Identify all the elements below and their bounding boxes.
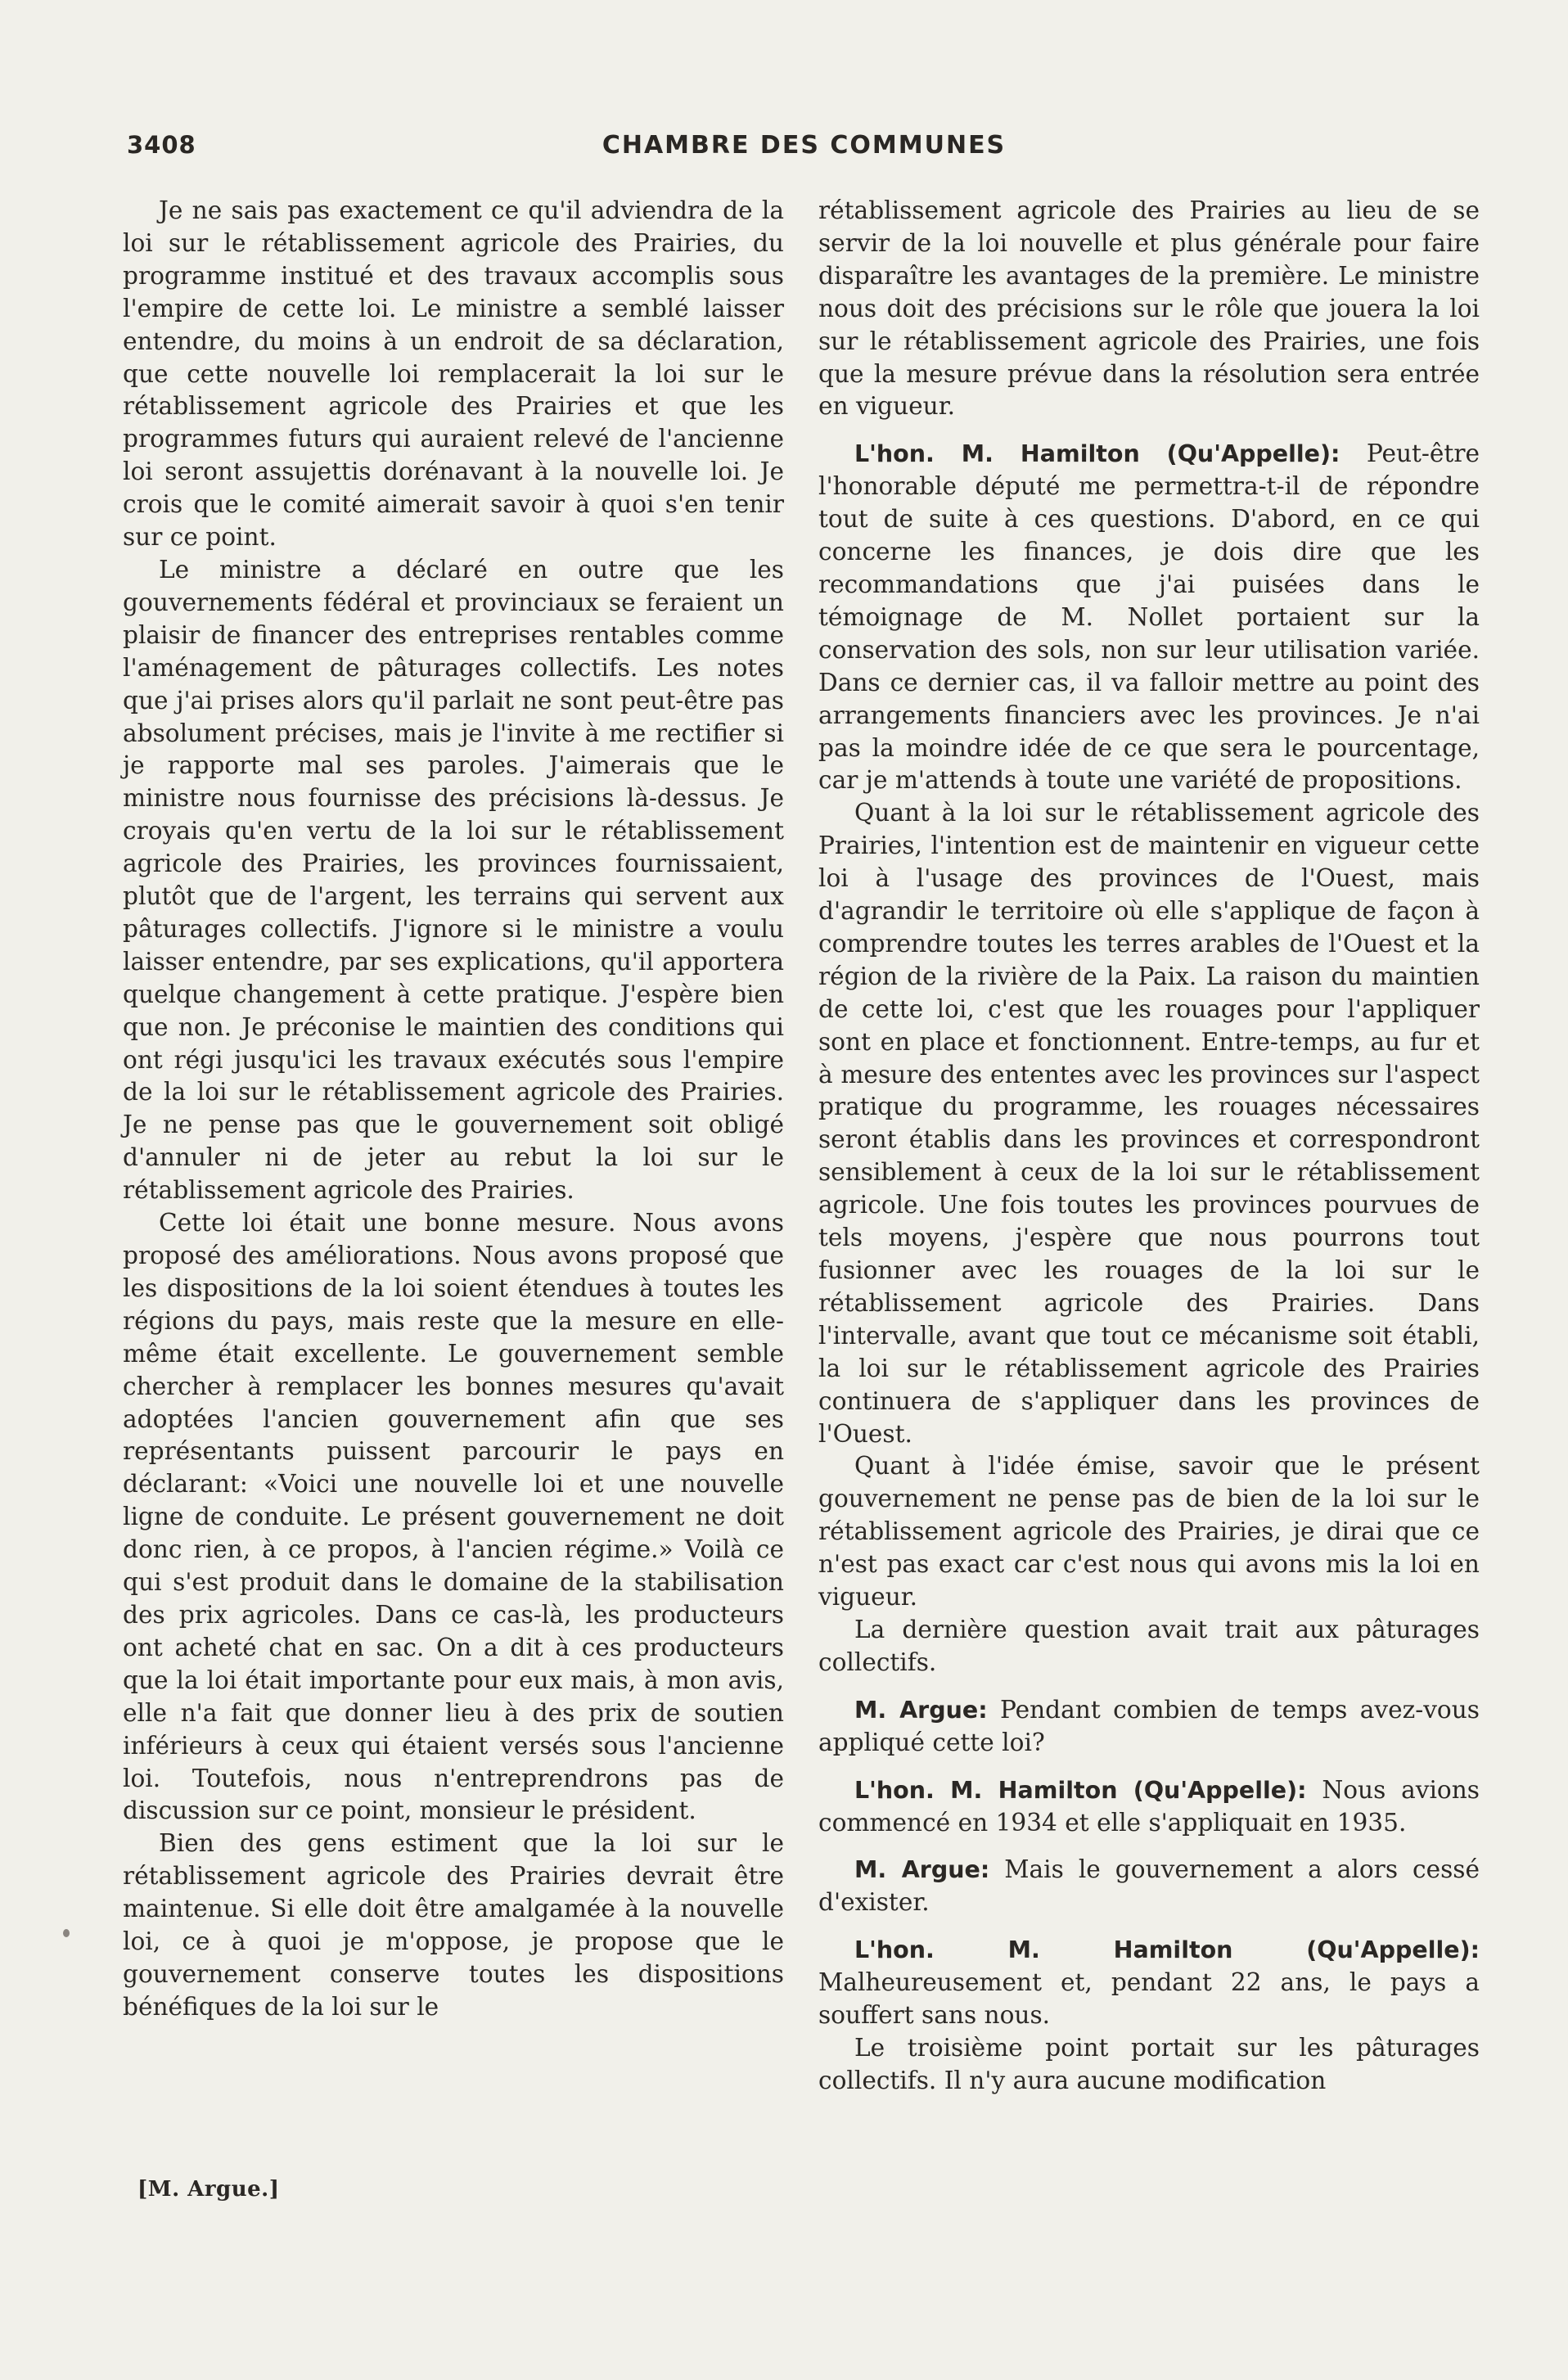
paragraph: Quant à l'idée émise, savoir que le présent gouvernement ne pense pas de bien de la loi sur le rétablissement agricole des Prairies, je dirai que ce n'est pas exact car c'est nous qui avons mis la loi en vigueur.	[818, 1452, 1480, 1611]
speech-text: Pendant combien de temps avez-vous appliqué cette loi?	[818, 1695, 1480, 1756]
speech-text: Malheureusement et, pendant 22 ans, le pays a souffert sans nous.	[818, 1968, 1480, 2030]
paragraph: Je ne sais pas exactement ce qu'il adviendra de la loi sur le rétablissement agricole des Prairies, du programme institué et des travaux accomplis sous l'empire de cette loi. Le ministre a semblé laisser entendre, du moins à un endroit de sa déclaration, que cette nouvelle loi remplacerait la loi sur le rétablissement agricole des Prairies et que les programmes futurs qui auraient relevé de l'ancienne loi seront assujettis dorénavant à la nouvelle loi. Je crois que le comité aimerait savoir à quoi s'en tenir sur ce point.	[123, 196, 784, 552]
speech	[818, 438, 1480, 797]
paragraph: Quant à la loi sur le rétablissement agricole des Prairies, l'intention est de maintenir en vigueur cette loi à l'usage des provinces de l'Ouest, mais d'agrandir le territoire où elle s'applique de façon à comprendre toutes les terres arables de l'Ouest et la région de la rivière de la Paix. La raison du maintien de cette loi, c'est que les rouages pour l'appliquer sont en place et fonctionnent. Entre-temps, au fur et à mesure des ententes avec les provinces sur l'aspect pratique du programme, les rouages nécessaires seront établis dans les provinces et correspondront sensiblement à ceux de la loi sur le rétablissement agricole. Une fois toutes les provinces pourvues de tels moyens, j'espère que nous pourrons tout fusionner avec les rouages de la loi sur le rétablissement agricole des Prairies. Dans l'intervalle, avant que tout ce mécanisme soit établi, la loi sur le rétablissement agricole des Prairies continuera de s'appliquer dans les provinces de l'Ouest.	[818, 799, 1480, 1448]
margin-mark	[63, 1929, 70, 1937]
left-column	[123, 195, 784, 2024]
speech-text: Peut-être l'honorable député me permettra-t-il de répondre tout de suite à ces questions. D'abord, en ce qui concerne les finances, je dois dire que les recommandations que j'ai puisées dans le témoignage de M. Nollet portaient sur la conservation des sols, non sur leur utilisation variée. Dans ce dernier cas, il va falloir mettre au point des arrangements financiers avec les provinces. Je n'ai pas la moindre idée de ce que sera le pourcentage, car je m'attends à toute une variété de propositions.	[818, 439, 1480, 795]
speaker-name: L'hon. M. Hamilton (Qu'Appelle):	[854, 1776, 1307, 1804]
page-footnote: [M. Argue.]	[137, 2177, 280, 2202]
speech	[818, 1694, 1480, 1760]
right-column	[818, 195, 1480, 2098]
paragraph: La dernière question avait trait aux pâturages collectifs.	[818, 1615, 1480, 1676]
paragraph-continuation: rétablissement agricole des Prairies au lieu de se servir de la loi nouvelle et plus générale pour faire disparaître les avantages de la première. Le ministre nous doit des précisions sur le rôle que jouera la loi sur le rétablissement agricole des Prairies, une fois que la mesure prévue dans la résolution sera entrée en vigueur.	[818, 196, 1480, 421]
speaker-name: M. Argue:	[854, 1856, 990, 1884]
speech-text: Nous avions commencé en 1934 et elle s'appliquait en 1935.	[818, 1775, 1480, 1837]
speech-text: Mais le gouvernement a alors cessé d'exister.	[818, 1855, 1480, 1917]
page-header	[127, 131, 1481, 172]
paragraph: Bien des gens estiment que la loi sur le rétablissement agricole des Prairies devrait être maintenue. Si elle doit être amalgamée à la nouvelle loi, ce à quoi je m'oppose, je propose que le gouvernement conserve toutes les dispositions bénéfiques de la loi sur le	[123, 1829, 784, 2021]
running-head: CHAMBRE DES COMMUNES	[602, 131, 1007, 160]
speech	[818, 1934, 1480, 2032]
paragraph: Cette loi était une bonne mesure. Nous avons proposé des améliorations. Nous avons proposé que les dispositions de la loi soient étendues à toutes les régions du pays, mais reste que la mesure en elle-même était excellente. Le gouvernement semble chercher à remplacer les bonnes mesures qu'avait adoptées l'ancien gouvernement afin que ses représentants puissent parcourir le pays en déclarant: «Voici une nouvelle loi et une nouvelle ligne de conduite. Le présent gouvernement ne doit donc rien, à ce propos, à l'ancien régime.» Voilà ce qui s'est produit dans le domaine de la stabilisation des prix agricoles. Dans ce cas-là, les producteurs ont acheté chat en sac. On a dit à ces producteurs que la loi était importante pour eux mais, à mon avis, elle n'a fait que donner lieu à des prix de soutien inférieurs à ceux qui étaient versés sous l'ancienne loi. Toutefois, nous n'entreprendrons pas de discussion sur ce point, monsieur le président.	[123, 1209, 784, 1825]
speaker-name: L'hon. M. Hamilton (Qu'Appelle):	[854, 440, 1340, 468]
speech	[818, 1854, 1480, 1919]
speaker-name: L'hon. M. Hamilton (Qu'Appelle):	[854, 1936, 1480, 1964]
speech	[818, 1774, 1480, 1840]
page-number: 3408	[127, 131, 196, 159]
paragraph: Le ministre a déclaré en outre que les gouvernements fédéral et provinciaux se feraient un plaisir de financer des entreprises rentables comme l'aménagement de pâturages collectifs. Les notes que j'ai prises alors qu'il parlait ne sont peut-être pas absolument précises, mais je l'invite à me rectifier si je rapporte mal ses paroles. J'aimerais que le ministre nous fournisse des précisions là-dessus. Je croyais qu'en vertu de la loi sur le rétablissement agricole des Prairies, les provinces fournissaient, plutôt que de l'argent, les terrains qui servent aux pâturages collectifs. J'ignore si le ministre a voulu laisser entendre, par ses explications, qu'il apportera quelque changement à cette pratique. J'espère bien que non. Je préconise le maintien des conditions qui ont régi jusqu'ici les travaux exécutés sous l'empire de la loi sur le rétablissement agricole des Prairies. Je ne pense pas que le gouvernement soit obligé d'annuler ni de jeter au rebut la loi sur le rétablissement agricole des Prairies.	[123, 555, 784, 1205]
speaker-name: M. Argue:	[854, 1696, 988, 1724]
paragraph: Le troisième point portait sur les pâturages collectifs. Il n'y aura aucune modification	[818, 2033, 1480, 2094]
